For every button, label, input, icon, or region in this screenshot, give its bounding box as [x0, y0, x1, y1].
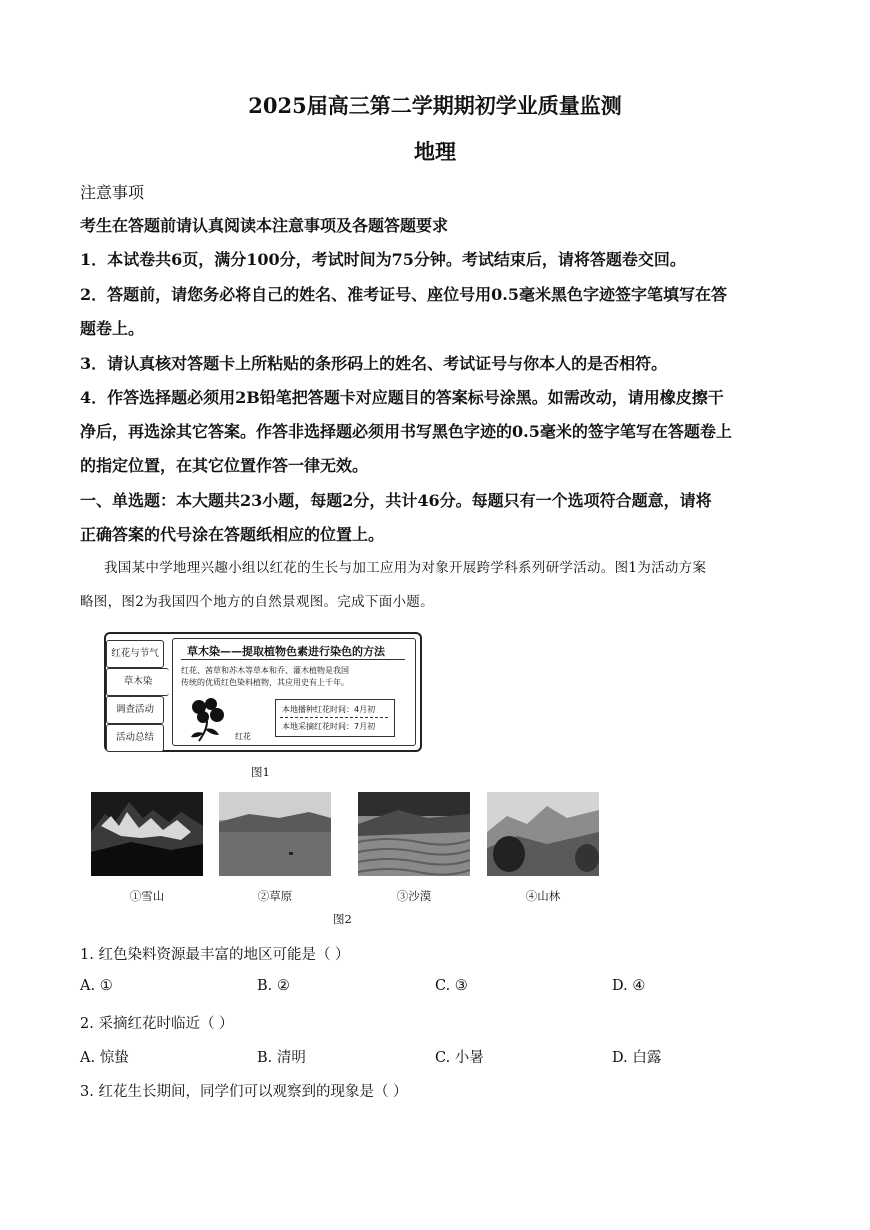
pane-title: 草木染——提取植物色素进行染色的方法	[187, 645, 385, 658]
option-b[interactable]: B. ②	[257, 978, 290, 994]
question-3: 3. 红花生长期间，同学们可以观察到的现象是（ ）	[80, 1084, 408, 1100]
divider	[280, 717, 388, 718]
tab-red-flower-solar-terms: 红花与节气	[106, 640, 164, 668]
photo-snow-mountain	[91, 792, 203, 876]
photo-caption: ②草原	[257, 889, 293, 903]
pane-text	[181, 665, 349, 689]
question-stem: 略图，图2为我国四个地方的自然景观图。完成下面小题。	[80, 594, 434, 610]
option-c[interactable]: C. 小暑	[435, 1050, 484, 1066]
pick-date: 本地采摘红花时间：7月初	[282, 722, 376, 731]
flower-label: 红花	[235, 732, 251, 741]
notice-item: 题卷上。	[80, 319, 145, 338]
safflower-icon	[187, 697, 231, 747]
tab-plant-dyeing: 草木染	[106, 668, 169, 696]
figure-1-activity-plan	[104, 632, 422, 752]
sow-date: 本地播种红花时间：4月初	[282, 705, 376, 714]
figure-1-caption: 图1	[251, 765, 270, 779]
question-2: 2. 采摘红花时临近（ ）	[80, 1016, 234, 1032]
option-a[interactable]: A. ①	[80, 978, 113, 994]
option-a[interactable]: A. 惊蛰	[80, 1050, 129, 1066]
notice-item: 净后，再选涂其它答案。作答非选择题必须用书写黑色字迹的0.5毫米的签字笔写在答题卷上	[80, 422, 732, 441]
section-instructions: 一、单选题：本大题共23小题，每题2分，共计46分。每题只有一个选项符合题意，请将	[80, 491, 712, 510]
question-stem: 我国某中学地理兴趣小组以红花的生长与加工应用为对象开展跨学科系列研学活动。图1为活动方案	[104, 560, 707, 576]
dates-box	[275, 699, 395, 737]
notice-item: 4．作答选择题必须用2B铅笔把答题卡对应题目的答案标号涂黑。如需改动，请用橡皮擦干	[80, 388, 724, 407]
option-d[interactable]: D. ④	[612, 978, 646, 994]
photo-caption: ③沙漠	[396, 889, 432, 903]
photo-caption: ①雪山	[129, 889, 165, 903]
photo-desert	[358, 792, 470, 876]
divider	[181, 659, 405, 660]
photo-grassland	[219, 792, 331, 876]
photo-caption: ④山林	[525, 889, 561, 903]
notice-item: 1．本试卷共6页，满分100分，考试时间为75分钟。考试结束后，请将答题卷交回。	[80, 250, 686, 269]
option-c[interactable]: C. ③	[435, 978, 468, 994]
figure-1-tabs	[106, 634, 166, 750]
tab-survey: 调查活动	[106, 696, 164, 724]
option-d[interactable]: D. 白露	[612, 1050, 662, 1066]
section-instructions: 正确答案的代号涂在答题纸相应的位置上。	[80, 525, 385, 544]
pane-text-line: 传统的优质红色染料植物，其应用史有上千年。	[181, 678, 349, 687]
tab-summary: 活动总结	[106, 724, 164, 752]
subject-title: 地理	[414, 139, 456, 164]
notice-heading: 注意事项	[80, 183, 145, 202]
option-b[interactable]: B. 清明	[257, 1050, 306, 1066]
pane-text-line: 红花、茜草和苏木等草本和乔、灌木植物是我国	[181, 666, 349, 675]
exam-title: 2025届高三第二学期期初学业质量监测	[248, 93, 622, 118]
figure-1-content-pane	[172, 638, 416, 746]
question-1: 1. 红色染料资源最丰富的地区可能是（ ）	[80, 947, 350, 963]
notice-item: 的指定位置，在其它位置作答一律无效。	[80, 456, 369, 475]
notice-item: 3．请认真核对答题卡上所粘贴的条形码上的姓名、考试证号与你本人的是否相符。	[80, 354, 668, 373]
notice-item: 2．答题前，请您务必将自己的姓名、准考证号、座位号用0.5毫米黑色字迹签字笔填写在答	[80, 285, 727, 304]
figure-2-caption: 图2	[333, 912, 352, 926]
photo-mountain-forest	[487, 792, 599, 876]
notice-intro: 考生在答题前请认真阅读本注意事项及各题答题要求	[80, 216, 449, 235]
